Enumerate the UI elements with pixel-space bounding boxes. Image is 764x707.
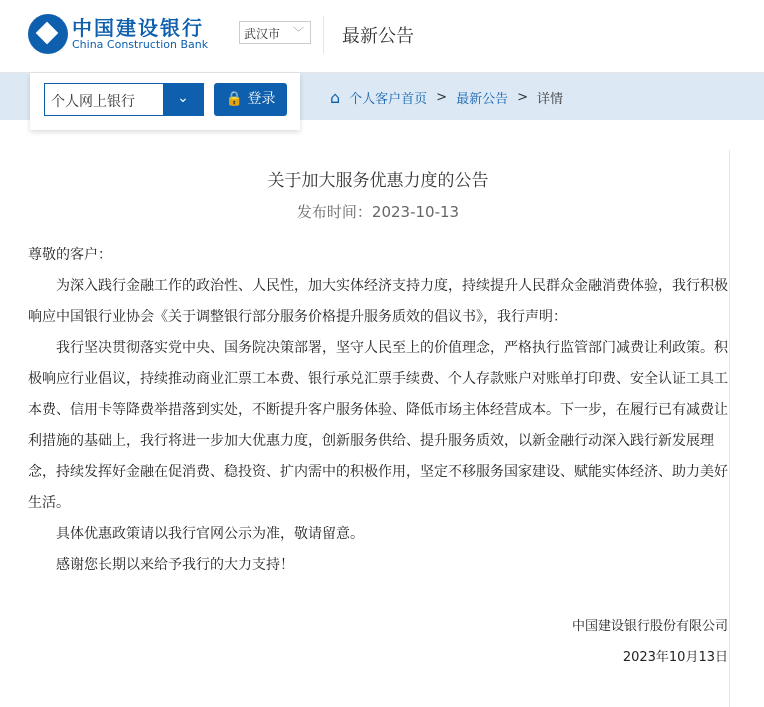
breadcrumb-separator: > bbox=[517, 90, 528, 105]
login-panel bbox=[30, 73, 300, 130]
breadcrumb-separator: > bbox=[436, 90, 448, 105]
publish-date: 发布时间：2023-10-13 bbox=[296, 203, 460, 221]
banking-type-select[interactable] bbox=[44, 83, 204, 116]
divider bbox=[729, 150, 730, 707]
signature: 中国建设银行股份有限公司 bbox=[571, 619, 728, 634]
paragraph: 为深入践行金融工作的政治性、人民性，加大实体经济支持力度，持续提升人民群众金融消费体验，我行积极响应中国银行业协会《关于调整银行部分服务价格提升服务质效的倡议书》，我行声明： bbox=[28, 278, 728, 325]
ccb-logo[interactable] bbox=[28, 14, 208, 54]
signature-block bbox=[28, 611, 728, 673]
header bbox=[0, 0, 764, 73]
chevron-down-icon[interactable]: ⌄ bbox=[163, 84, 203, 115]
breadcrumb-notices[interactable]: 最新公告 bbox=[456, 92, 509, 107]
breadcrumb bbox=[330, 88, 563, 107]
city-value: 武汉市 bbox=[244, 27, 281, 41]
chevron-down-icon: ﹀ bbox=[293, 26, 304, 39]
logo-cn: 中国建设银行 bbox=[72, 16, 204, 40]
article-body bbox=[28, 240, 728, 581]
city-select[interactable] bbox=[239, 21, 311, 44]
logo-en: China Construction Bank bbox=[72, 38, 209, 51]
sign-date: 2023年10月13日 bbox=[622, 650, 728, 665]
breadcrumb-current: 详情 bbox=[537, 92, 564, 107]
divider bbox=[323, 16, 324, 54]
greeting: 尊敬的客户： bbox=[28, 247, 112, 263]
paragraph: 感谢您长期以来给予我行的大力支持！ bbox=[56, 557, 294, 573]
paragraph: 具体优惠政策请以我行官网公示为准，敬请留意。 bbox=[56, 526, 364, 542]
lock-icon: 🔒 bbox=[225, 91, 243, 107]
login-label: 登录 bbox=[247, 91, 276, 107]
ccb-logo-icon bbox=[28, 14, 68, 54]
breadcrumb-home[interactable]: 个人客户首页 bbox=[349, 92, 428, 107]
paragraph: 我行坚决贯彻落实党中央、国务院决策部署，坚守人民至上的价值理念，严格执行监管部门减费让利政策。积极响应行业倡议，持续推动商业汇票工本费、银行承兑汇票手续费、个人存款账户对账单打印费、安全认证工具工本费、信用卡等降费举措落到实处，不断提升客户服务体验、降低市场主体经营成本。下一步，在履行已有减费让利措施的基础上，我行将进一步加大优惠力度，创新服务供给、提升服务质效，以新金融行动深入践行新发展理念，持续发挥好金融在促消费、稳投资、扩内需中的积极作用，坚定不移服务国家建设、赋能实体经济、助力美好生活。 bbox=[28, 340, 728, 511]
article-title: 关于加大服务优惠力度的公告 bbox=[267, 171, 489, 191]
article bbox=[28, 160, 728, 673]
page-title: 最新公告 bbox=[342, 26, 414, 47]
home-icon[interactable]: ⌂ bbox=[330, 88, 341, 107]
login-button[interactable] bbox=[214, 83, 287, 116]
banking-type-value: 个人网上银行 bbox=[51, 94, 135, 110]
